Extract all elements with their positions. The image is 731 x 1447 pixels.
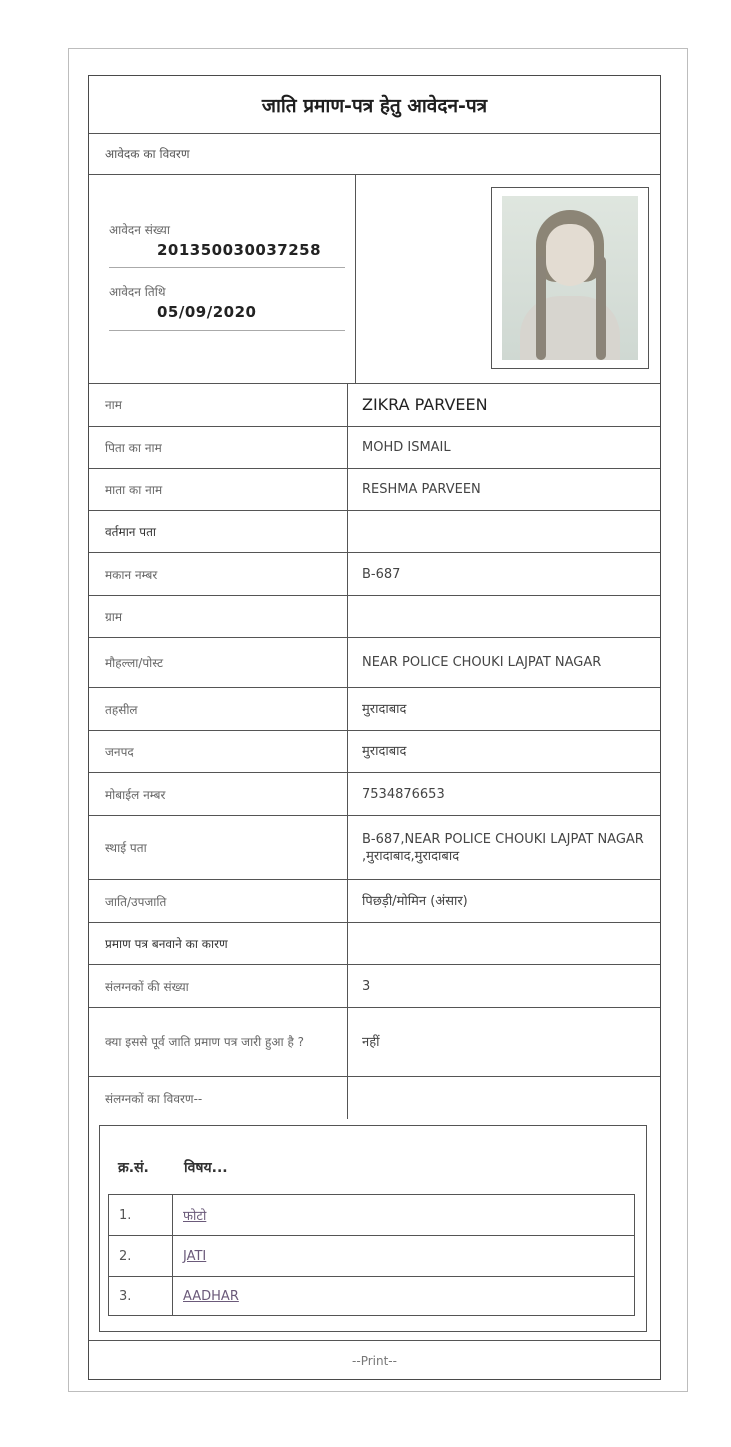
- attachments-section: [99, 1125, 647, 1332]
- row-mobile: [89, 773, 660, 816]
- row-label: क्या इससे पूर्व जाति प्रमाण पत्र जारी हुआ है ?: [89, 1008, 348, 1076]
- row-label: संलग्नकों का विवरण--: [89, 1077, 348, 1119]
- applicant-photo-frame: [491, 187, 649, 369]
- row-label: मोबाईल नम्बर: [89, 773, 348, 815]
- row-label: प्रमाण पत्र बनवाने का कारण: [89, 923, 348, 964]
- row-label: संलग्नकों की संख्या: [89, 965, 348, 1007]
- row-value: पिछड़ी/मोमिन (अंसार): [362, 893, 468, 909]
- print-link[interactable]: --Print--: [89, 1340, 660, 1381]
- col-subject-header: विषय...: [184, 1160, 228, 1176]
- row-label: नाम: [89, 383, 348, 426]
- row-value: ZIKRA PARVEEN: [362, 395, 488, 414]
- applicant-section-heading: आवेदक का विवरण: [89, 133, 660, 175]
- row-value: मुरादाबाद: [362, 701, 407, 717]
- row-label: स्थाई पता: [89, 816, 348, 879]
- row-previous-certificate: [89, 1008, 660, 1077]
- divider: [109, 267, 345, 268]
- row-value: B-687: [362, 566, 401, 582]
- application-meta: [89, 175, 356, 383]
- row-value: [348, 596, 660, 637]
- application-date: 05/09/2020: [157, 303, 257, 321]
- row-serial: 2.: [109, 1236, 173, 1276]
- table-row: [109, 1277, 634, 1315]
- col-serial-header: क्र.सं.: [118, 1160, 149, 1176]
- applicant-photo: [502, 196, 638, 360]
- row-district: [89, 731, 660, 773]
- row-label: जनपद: [89, 731, 348, 772]
- row-attachment-details: [89, 1077, 660, 1119]
- row-value: B-687,NEAR POLICE CHOUKI LAJPAT NAGAR ,मुरादाबाद,मुरादाबाद: [362, 831, 644, 864]
- application-number-label: आवेदन संख्या: [109, 223, 170, 237]
- row-label: तहसील: [89, 688, 348, 730]
- application-info-block: [89, 175, 660, 384]
- row-tehsil: [89, 688, 660, 731]
- row-value: [348, 923, 660, 964]
- row-label: वर्तमान पता: [89, 511, 348, 552]
- row-value: MOHD ISMAIL: [362, 440, 451, 455]
- row-label: जाति/उपजाति: [89, 880, 348, 922]
- row-current-address: [89, 511, 660, 553]
- table-row: [109, 1195, 634, 1236]
- row-permanent-address: [89, 816, 660, 880]
- row-serial: 3.: [109, 1277, 173, 1315]
- application-number: 201350030037258: [157, 241, 322, 259]
- application-form: [88, 75, 661, 1380]
- row-caste: [89, 880, 660, 923]
- row-label: मौहल्ला/पोस्ट: [89, 638, 348, 687]
- attachments-table: [108, 1194, 635, 1316]
- attachment-link-jati[interactable]: JATI: [183, 1248, 207, 1264]
- row-value: 7534876653: [362, 786, 445, 802]
- row-label: मकान नम्बर: [89, 553, 348, 595]
- row-label: ग्राम: [89, 596, 348, 637]
- row-house-number: [89, 553, 660, 596]
- row-village: [89, 596, 660, 638]
- row-certificate-reason: [89, 923, 660, 965]
- row-value: [348, 1077, 660, 1119]
- attachments-header: [118, 1158, 228, 1177]
- row-locality: [89, 638, 660, 688]
- table-row: [109, 1236, 634, 1277]
- row-label: माता का नाम: [89, 469, 348, 510]
- form-title: जाति प्रमाण-पत्र हेतु आवेदन-पत्र: [89, 76, 660, 134]
- row-name: [89, 383, 660, 427]
- row-serial: 1.: [109, 1195, 173, 1235]
- row-value: NEAR POLICE CHOUKI LAJPAT NAGAR: [362, 655, 602, 670]
- attachment-link-aadhar[interactable]: AADHAR: [183, 1288, 239, 1304]
- row-value: मुरादाबाद: [362, 744, 407, 759]
- row-attachment-count: [89, 965, 660, 1008]
- row-value: 3: [362, 978, 371, 994]
- row-value: नहीं: [362, 1034, 380, 1050]
- attachment-link-photo[interactable]: फोटो: [183, 1209, 207, 1224]
- row-value: [348, 511, 660, 552]
- row-value: RESHMA PARVEEN: [362, 482, 481, 497]
- row-father-name: [89, 427, 660, 469]
- application-date-label: आवेदन तिथि: [109, 285, 166, 299]
- row-label: पिता का नाम: [89, 427, 348, 468]
- divider: [109, 330, 345, 331]
- row-mother-name: [89, 469, 660, 511]
